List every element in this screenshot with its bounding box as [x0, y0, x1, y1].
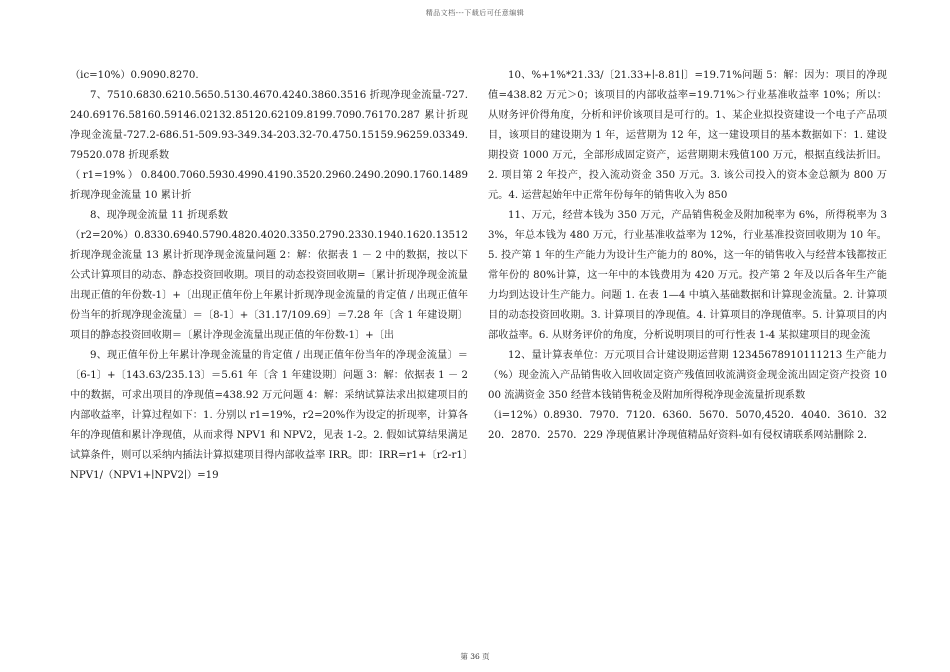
paragraph: 11、万元，经营本钱为 350 万元，产品销售税金及附加税率为 6%，所得税率为 33%，年总本钱为 480 万元，行业基准收益率为 12%，行业基准投资回收期为 10 年。5. 投产第 1 年的生产能力为设计生产能力的 80%，这一年的销售收入与经营本钱都按正常年份的 80%计算，这一年中的本钱费用为 420 万元。投产第 2 年及以后各年生产能力均到达设计生产能力。问题 1. 在表 1—4 中填入基础数据和计算现金流量。2. 计算项目的动态投资回收期。3. 计算项目的净现值。4. 计算项目的净现值率。5. 计算项目的内部收益率。6. 从财务评价的角度，分析说明项目的可行性表 1-4 某拟建项目的现金流	[488, 210, 887, 341]
paragraph: 9、现正值年份上年累计净现金流量的肯定值 / 出现正值年份当年的净现金流量〕＝〔6-1〕+〔143.63/235.13〕＝5.61 年〔含 1 年建设期〕问题 3：解：依据表 1 － 2 中的数据，可求出项目的净现值=438.92 万元问题 4：解：采纳试算法求出拟建项目的内部收益率，计算过程如下：1. 分别以 r1=19%，r2=20%作为设定的折现率，计算各年的净现值和累计净现值，从而求得 NPV1 和 NPV2，见表 1-2。2. 假如试算结果满足试算条件，则可以采纳内插法计算拟建项目得内部收益率 IRR。即：IRR=r1+〔r2-r1〕NPV1/（NPV1+∣NPV2∣）=19	[70, 350, 468, 481]
paragraph: 8、现净现金流量 11 折现系数	[90, 210, 228, 221]
paragraph: 7、7510.6830.6210.5650.5130.4670.4240.3860.3516 折现净现金流量-727.240.69176.58160.59146.02132.85120.62109.8199.7090.76170.287 累计折现净现金流量-727.2-686.51-509.93-349.34-203.32-70.4750.15159.96259.03349.79520.078 折现系数	[70, 90, 468, 161]
page-number: 第 36 页	[460, 652, 490, 661]
paragraph: （ic=10%）0.9090.8270.	[70, 70, 199, 81]
paragraph: 10、%+1%*21.33/〔21.33+∣-8.81∣〕=19.71%问题 5：解：因为：项目的净现值=438.82 万元＞0；该项目的内部收益率=19.71%＞行业基准收益率 10%；所以：从财务评价得角度，分析和评价该项目是可行的。1、某企业拟投资建设一个电子产品项目，该项目的建设期为 1 年，运营期为 12 年，这一建设项目的基本数据如下：1. 建设期投资 1000 万元，全部形成固定资产，运营期期末残值100 万元，根据直线法折旧。2. 项目第 2 年投产，投入流动资金 350 万元。3. 该公司投入的资本金总额为 800 万元。4. 运营起始年中正常年份每年的销售收入为 850	[488, 70, 887, 201]
left-column	[70, 66, 468, 486]
paragraph: （i=12%）0.8930．7970．7120．6360．5670．5070,4520．4040．3610．3220．2870．2570．229 净现值累计净现值精品好资料-如有侵权请联系网站删除 2．	[488, 410, 887, 441]
page-header: 精品文档---下载后可任意编辑	[425, 9, 525, 17]
paragraph: （r2=20%）0.8330.6940.5790.4820.4020.3350.2790.2330.1940.1620.13512 折现净现金流量 13 累计折现净现金流量问题 2：解：依据表 1 － 2 中的数据，按以下公式计算项目的动态、静态投资回收期。项目的动态投资回收期=〔累计折现净现金流量出现正值的年份数-1〕+〔出现正值年份上年累计折现净现金流量的肯定值 / 出现正值年份当年的折现净现金流量〕＝〔8-1〕+〔31.17/109.69〕＝7.28 年〔含 1 年建设期〕项目的静态投资回收期＝〔累计净现金流量出现正值的年份数-1〕+〔出	[70, 230, 468, 341]
right-column	[488, 66, 887, 446]
paragraph: （r1=19%）0.8400.7060.5930.4990.4190.3520.2960.2490.2090.1760.1489 折现净现金流量 10 累计折	[70, 170, 468, 201]
paragraph: 12、量计算表单位：万元项目合计建设期运营期 12345678910111213 生产能力（%）现金流入产品销售收入回收固定资产残值回收流满资金现金流出固定资产投资 1000 流满资金 350 经营本钱销售税金及附加所得税净现金流量折现系数	[488, 350, 887, 401]
